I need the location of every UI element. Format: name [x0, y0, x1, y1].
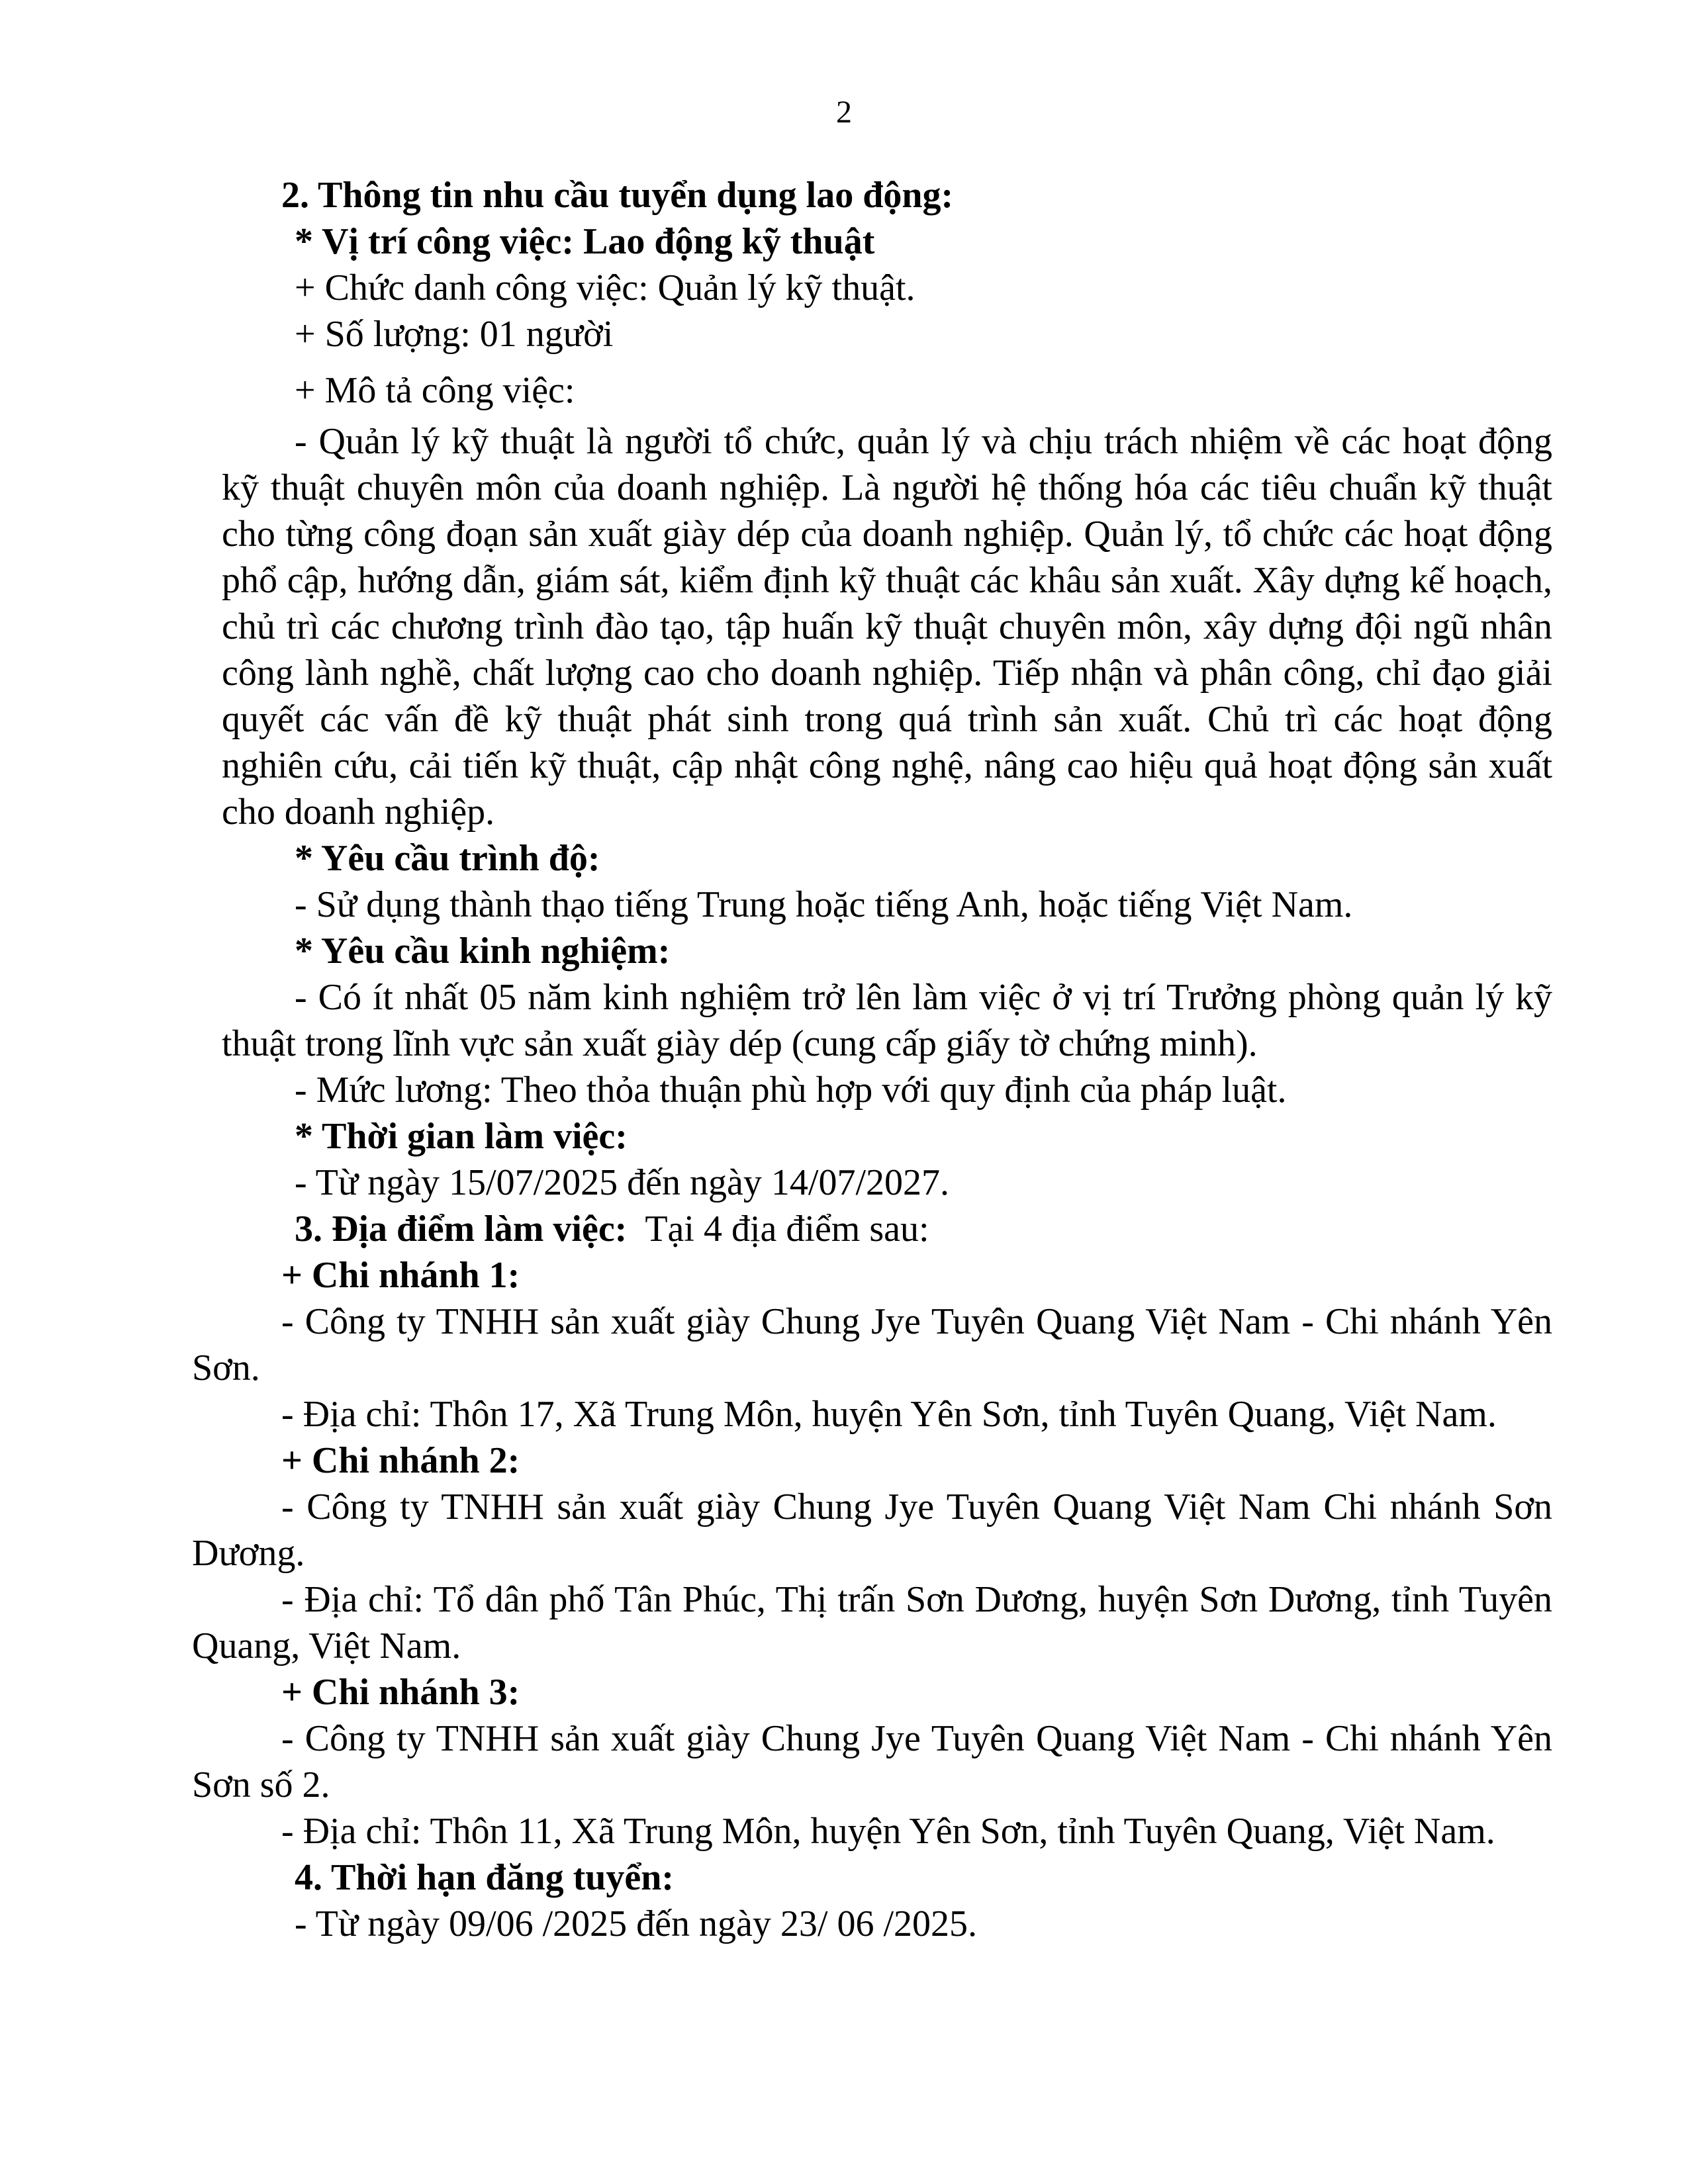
job-title: + Chức danh công việc: Quản lý kỹ thuật. — [295, 267, 915, 308]
job-description-line: công lành nghề, chất lượng cao cho doanh nghiệp. Tiếp nhận và phân công, chỉ đạo giải — [222, 653, 1552, 694]
branch-1-company-line: - Công ty TNHH sản xuất giày Chung Jye Tuyên Quang Việt Nam - Chi nhánh Yên — [281, 1301, 1552, 1342]
branch-3-company-line: - Công ty TNHH sản xuất giày Chung Jye Tuyên Quang Việt Nam - Chi nhánh Yên — [281, 1718, 1552, 1759]
job-description-line: cho từng công đoạn sản xuất giày dép của doanh nghiệp. Quản lý, tổ chức các hoạt động — [222, 514, 1552, 555]
position-title: * Vị trí công việc: Lao động kỹ thuật — [295, 221, 875, 262]
branch-2-address-line: Quang, Việt Nam. — [192, 1625, 461, 1666]
experience-line: thuật trong lĩnh vực sản xuất giày dép (cung cấp giấy tờ chứng minh). — [222, 1023, 1258, 1064]
experience-line: - Có ít nhất 05 năm kinh nghiệm trở lên làm việc ở vị trí Trưởng phòng quản lý kỹ — [295, 977, 1552, 1018]
branch-1-address: - Địa chỉ: Thôn 17, Xã Trung Môn, huyện Yên Sơn, tỉnh Tuyên Quang, Việt Nam. — [281, 1394, 1497, 1435]
branch-2-company-line: Dương. — [192, 1533, 305, 1574]
branch-1-company-line: Sơn. — [192, 1347, 260, 1388]
page-number: 2 — [836, 95, 852, 130]
section-3-heading-rest: Tại 4 địa điểm sau: — [645, 1208, 929, 1250]
job-description-label: + Mô tả công việc: — [295, 370, 575, 411]
job-description-line: - Quản lý kỹ thuật là người tổ chức, quản lý và chịu trách nhiệm về các hoạt động — [295, 421, 1552, 462]
section-4-text: - Từ ngày 09/06 /2025 đến ngày 23/ 06 /2025. — [295, 1903, 977, 1944]
branch-1-label: + Chi nhánh 1: — [281, 1255, 520, 1296]
branch-2-label: + Chi nhánh 2: — [281, 1440, 520, 1481]
quantity: + Số lượng: 01 người — [295, 314, 614, 355]
salary: - Mức lương: Theo thỏa thuận phù hợp với quy định của pháp luật. — [295, 1069, 1287, 1111]
branch-2-address-line: - Địa chỉ: Tổ dân phố Tân Phúc, Thị trấn Sơn Dương, huyện Sơn Dương, tỉnh Tuyên — [281, 1579, 1552, 1620]
job-description-line: nghiên cứu, cải tiến kỹ thuật, cập nhật công nghệ, nâng cao hiệu quả hoạt động sản xuất — [222, 745, 1552, 786]
job-description-line: kỹ thuật chuyên môn của doanh nghiệp. Là người hệ thống hóa các tiêu chuẩn kỹ thuật — [222, 467, 1552, 508]
job-description-line: cho doanh nghiệp. — [222, 792, 495, 833]
section-3-heading-line — [295, 1206, 929, 1252]
education-heading: * Yêu cầu trình độ: — [295, 838, 600, 879]
working-time-heading: * Thời gian làm việc: — [295, 1116, 628, 1157]
education-text: - Sử dụng thành thạo tiếng Trung hoặc tiếng Anh, hoặc tiếng Việt Nam. — [295, 884, 1353, 925]
branch-2-company-line: - Công ty TNHH sản xuất giày Chung Jye Tuyên Quang Việt Nam Chi nhánh Sơn — [281, 1486, 1552, 1527]
job-description-line: quyết các vấn đề kỹ thuật phát sinh trong quá trình sản xuất. Chủ trì các hoạt động — [222, 699, 1552, 740]
job-description-line: chủ trì các chương trình đào tạo, tập huấn kỹ thuật chuyên môn, xây dựng đội ngũ nhân — [222, 606, 1552, 647]
section-4-heading: 4. Thời hạn đăng tuyển: — [295, 1857, 675, 1898]
working-time-text: - Từ ngày 15/07/2025 đến ngày 14/07/2027. — [295, 1162, 949, 1203]
experience-heading: * Yêu cầu kinh nghiệm: — [295, 931, 671, 972]
branch-3-address: - Địa chỉ: Thôn 11, Xã Trung Môn, huyện Yên Sơn, tỉnh Tuyên Quang, Việt Nam. — [281, 1811, 1495, 1852]
branch-3-company-line: Sơn số 2. — [192, 1764, 330, 1805]
section-3-heading: 3. Địa điểm làm việc: — [295, 1208, 628, 1250]
job-description-line: phổ cập, hướng dẫn, giám sát, kiểm định kỹ thuật các khâu sản xuất. Xây dựng kế hoạch, — [222, 560, 1552, 601]
branch-3-label: + Chi nhánh 3: — [281, 1672, 520, 1713]
section-2-heading: 2. Thông tin nhu cầu tuyển dụng lao động: — [281, 175, 954, 216]
